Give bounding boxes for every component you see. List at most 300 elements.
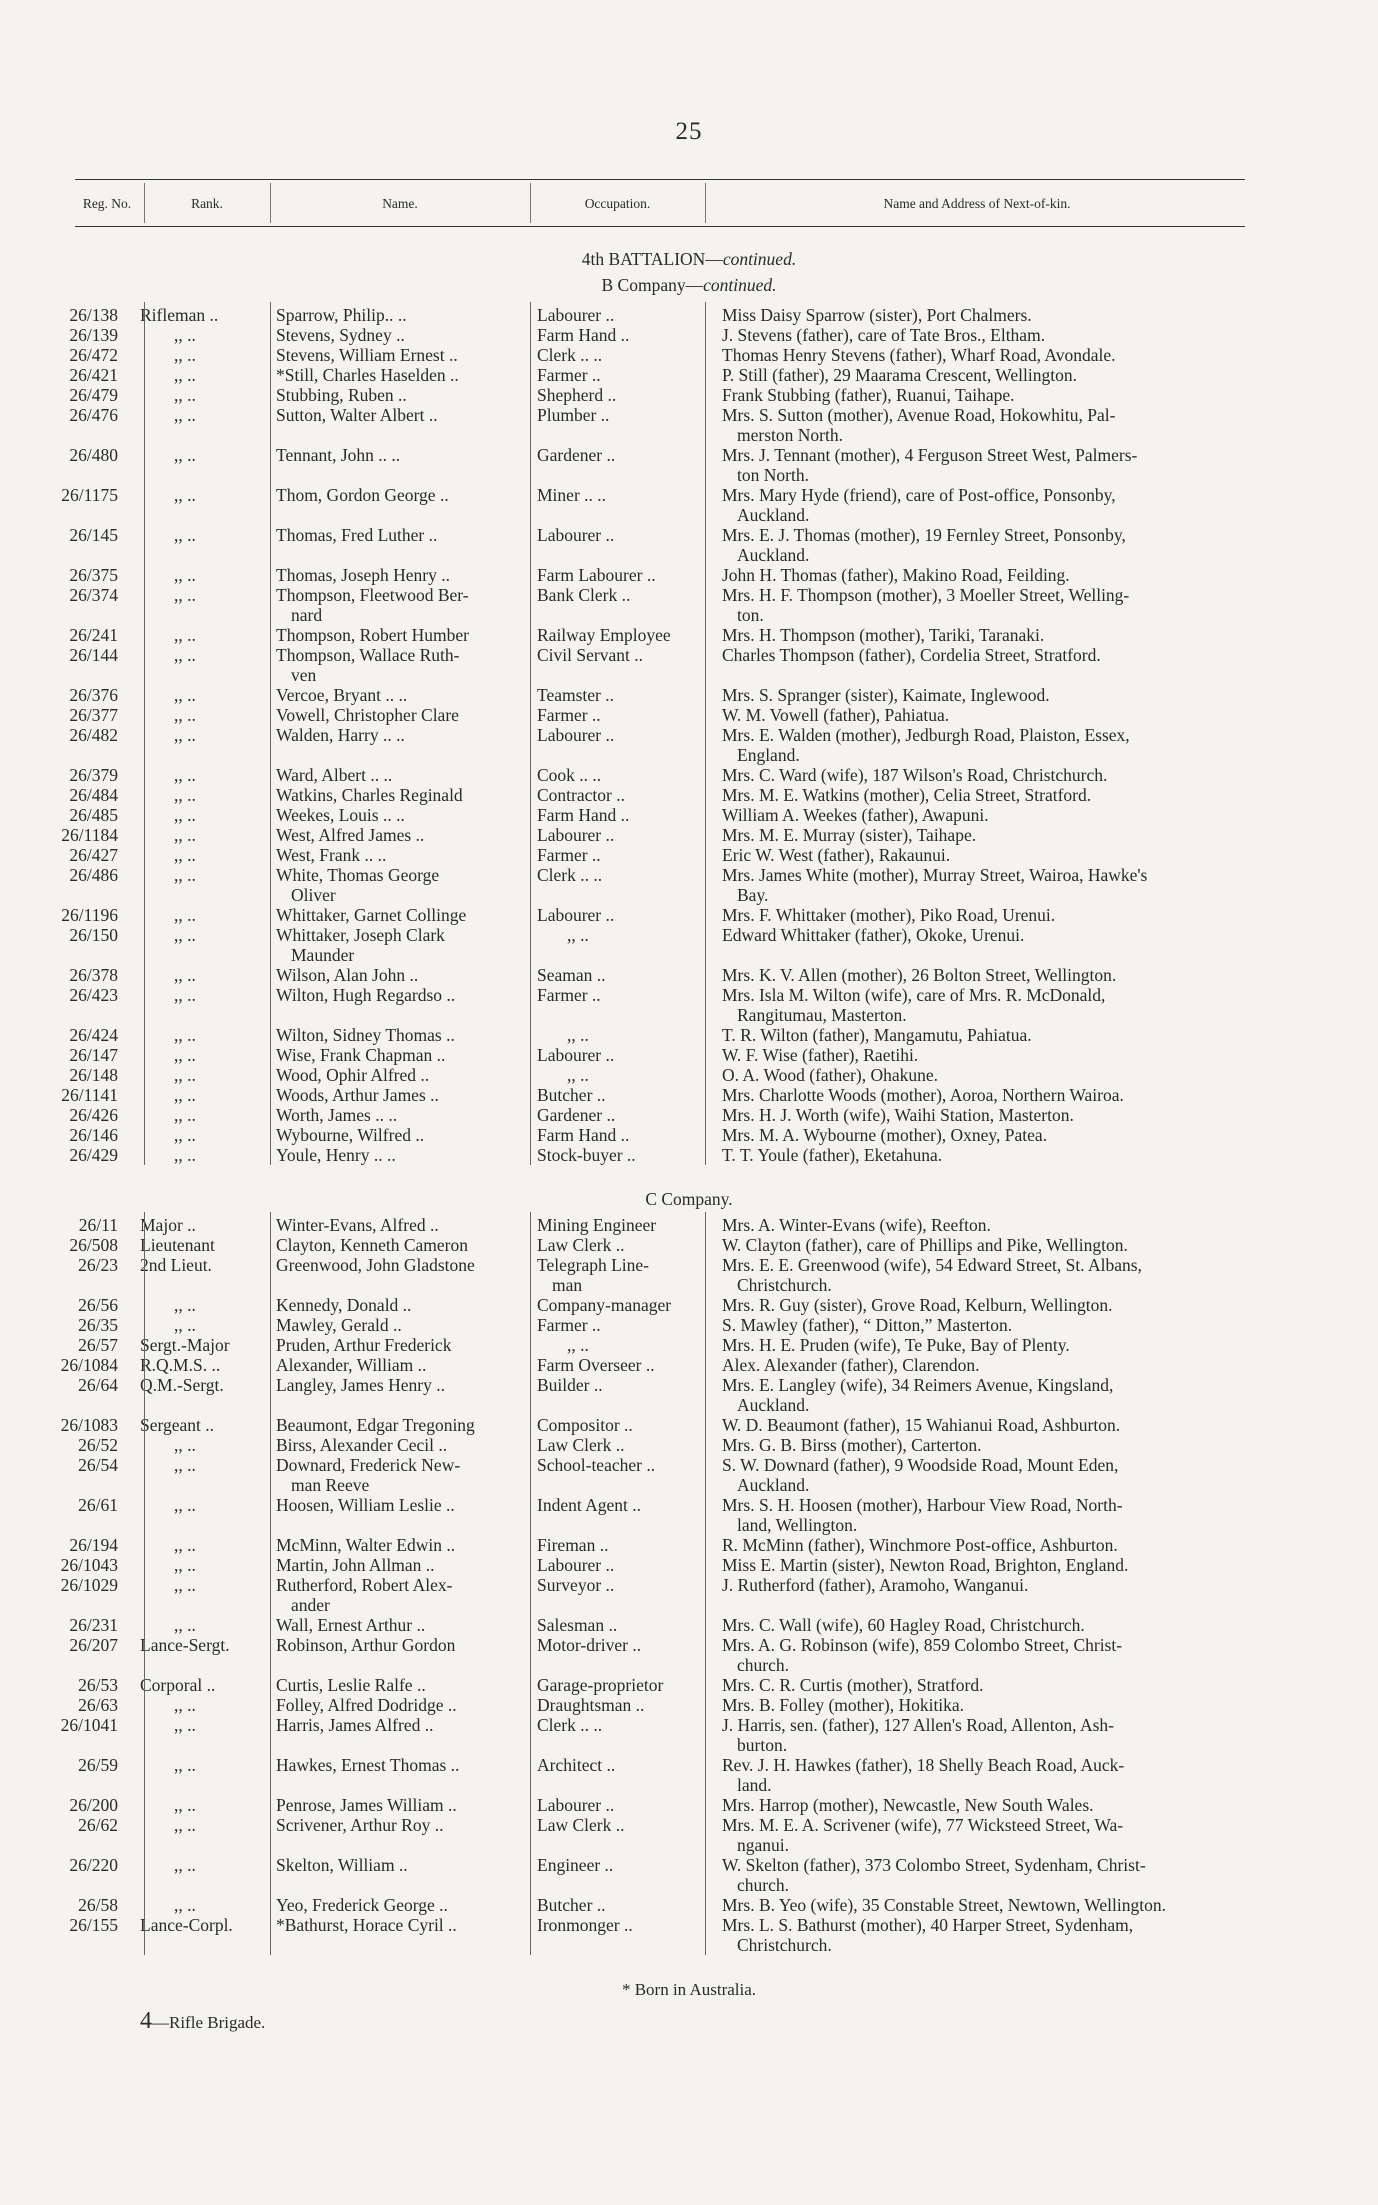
next-of-kin-line: Mrs. H. Thompson (mother), Tariki, Taranaki. xyxy=(722,625,1045,645)
next-of-kin-line: Mrs. M. E. A. Scrivener (wife), 77 Wicksteed Street, Wa- xyxy=(722,1815,1124,1835)
table-row xyxy=(0,685,1378,705)
occupation xyxy=(537,1025,702,1045)
rank: ,, .. xyxy=(174,705,196,725)
b-company-title-cont: continued. xyxy=(703,275,777,295)
occupation xyxy=(537,1855,702,1875)
reg-number: 26/421 xyxy=(69,365,118,385)
next-of-kin-line: Frank Stubbing (father), Ruanui, Taihape. xyxy=(722,385,1015,405)
soldier-name xyxy=(276,1715,521,1735)
table-row xyxy=(0,785,1378,805)
occupation-line: Clerk .. .. xyxy=(537,865,603,885)
occupation xyxy=(537,385,702,405)
next-of-kin-line: Auckland. xyxy=(737,545,810,565)
soldier-name xyxy=(276,1855,521,1875)
rank: ,, .. xyxy=(174,1315,196,1335)
next-of-kin xyxy=(722,1145,1247,1165)
reg-number: 26/138 xyxy=(69,305,118,325)
table-row xyxy=(0,1715,1378,1755)
next-of-kin xyxy=(722,785,1247,805)
next-of-kin-line: Mrs. B. Folley (mother), Hokitika. xyxy=(722,1695,965,1715)
table-row xyxy=(0,1045,1378,1065)
rank: ,, .. xyxy=(174,565,196,585)
occupation-line: Compositor .. xyxy=(537,1415,633,1435)
rank: ,, .. xyxy=(174,525,196,545)
soldier-name-line: Rutherford, Robert Alex- xyxy=(276,1575,453,1595)
occupation-line: Law Clerk .. xyxy=(537,1435,625,1455)
reg-number: 26/1175 xyxy=(61,485,118,505)
next-of-kin-line: Charles Thompson (father), Cordelia Street, Stratford. xyxy=(722,645,1101,665)
occupation-line: Teamster .. xyxy=(537,685,615,705)
next-of-kin-line: Mrs. Harrop (mother), Newcastle, New South Wales. xyxy=(722,1795,1094,1815)
soldier-name-line: Langley, James Henry .. xyxy=(276,1375,445,1395)
occupation xyxy=(537,1315,702,1335)
soldier-name xyxy=(276,1045,521,1065)
occupation-line: Labourer .. xyxy=(537,825,615,845)
reg-number: 26/145 xyxy=(69,525,118,545)
battalion-title-main: 4th BATTALION— xyxy=(581,249,723,269)
c-company-title: C Company. xyxy=(645,1189,733,1209)
next-of-kin-line: R. McMinn (father), Winchmore Post-office, Ashburton. xyxy=(722,1535,1118,1555)
soldier-name xyxy=(276,1255,521,1275)
next-of-kin-line: Mrs. E. J. Thomas (mother), 19 Fernley Street, Ponsonby, xyxy=(722,525,1126,545)
reg-number: 26/150 xyxy=(69,925,118,945)
next-of-kin-line: Eric W. West (father), Rakaunui. xyxy=(722,845,951,865)
occupation-line: Farmer .. xyxy=(537,1315,601,1335)
reg-number: 26/485 xyxy=(69,805,118,825)
next-of-kin xyxy=(722,1255,1247,1295)
occupation-line: ,, .. xyxy=(567,1335,589,1355)
rank: ,, .. xyxy=(174,765,196,785)
next-of-kin-line: England. xyxy=(737,745,800,765)
occupation-line: Indent Agent .. xyxy=(537,1495,642,1515)
soldier-name xyxy=(276,325,521,345)
next-of-kin xyxy=(722,905,1247,925)
occupation xyxy=(537,1495,702,1515)
soldier-name xyxy=(276,825,521,845)
next-of-kin-line: Auckland. xyxy=(737,1395,810,1415)
occupation-line: man xyxy=(552,1275,583,1295)
next-of-kin-line: Christchurch. xyxy=(737,1275,832,1295)
soldier-name-line: Wall, Ernest Arthur .. xyxy=(276,1615,426,1635)
header-occupation: Occupation. xyxy=(584,196,651,211)
reg-number: 26/58 xyxy=(78,1895,118,1915)
rank-divider xyxy=(144,302,145,1165)
occupation-divider xyxy=(530,302,531,1165)
soldier-name xyxy=(276,1675,521,1695)
name-divider xyxy=(270,1212,271,1955)
table-row xyxy=(0,1555,1378,1575)
table-row xyxy=(0,485,1378,525)
soldier-name-line: Thompson, Robert Humber xyxy=(276,625,469,645)
occupation xyxy=(537,985,702,1005)
occupation xyxy=(537,1235,702,1255)
soldier-name xyxy=(276,1105,521,1125)
table-row xyxy=(0,1415,1378,1435)
rank: ,, .. xyxy=(174,1085,196,1105)
header-name: Name. xyxy=(382,196,418,211)
next-of-kin xyxy=(722,1315,1247,1335)
rank: ,, .. xyxy=(174,325,196,345)
reg-number: 26/139 xyxy=(69,325,118,345)
occupation-line: Farmer .. xyxy=(537,845,601,865)
next-of-kin xyxy=(722,1855,1247,1895)
rank: ,, .. xyxy=(174,1715,196,1735)
rank: ,, .. xyxy=(174,805,196,825)
next-of-kin xyxy=(722,1415,1247,1435)
soldier-name-line: Robinson, Arthur Gordon xyxy=(276,1635,456,1655)
soldier-name-line: *Bathurst, Horace Cyril .. xyxy=(276,1915,457,1935)
soldier-name-line: Kennedy, Donald .. xyxy=(276,1295,412,1315)
header-rank: Rank. xyxy=(191,196,223,211)
occupation-line: Salesman .. xyxy=(537,1615,618,1635)
soldier-name-line: Stubbing, Ruben .. xyxy=(276,385,407,405)
occupation-line: Contractor .. xyxy=(537,785,625,805)
occupation xyxy=(537,585,702,605)
soldier-name-line: Stevens, Sydney .. xyxy=(276,325,405,345)
table-row xyxy=(0,405,1378,445)
reg-number: 26/377 xyxy=(69,705,118,725)
reg-number: 26/484 xyxy=(69,785,118,805)
next-of-kin-line: land. xyxy=(737,1775,772,1795)
soldier-name-line: Tennant, John .. .. xyxy=(276,445,401,465)
next-of-kin-line: merston North. xyxy=(737,425,843,445)
occupation-line: Ironmonger .. xyxy=(537,1915,633,1935)
soldier-name-line: Wilton, Sidney Thomas .. xyxy=(276,1025,455,1045)
next-of-kin-line: Auckland. xyxy=(737,505,810,525)
next-of-kin-line: W. Skelton (father), 373 Colombo Street, Sydenham, Christ- xyxy=(722,1855,1146,1875)
soldier-name-line: *Still, Charles Haselden .. xyxy=(276,365,459,385)
next-of-kin xyxy=(722,1435,1247,1455)
next-of-kin xyxy=(722,1355,1247,1375)
occupation xyxy=(537,1355,702,1375)
reg-number: 26/378 xyxy=(69,965,118,985)
soldier-name-line: Winter-Evans, Alfred .. xyxy=(276,1215,439,1235)
soldier-name-line: Ward, Albert .. .. xyxy=(276,765,393,785)
next-of-kin-line: Miss Daisy Sparrow (sister), Port Chalmers. xyxy=(722,305,1032,325)
header-reg: Reg. No. xyxy=(82,196,132,211)
occupation xyxy=(537,305,702,325)
table-row xyxy=(0,985,1378,1025)
occupation-line: Architect .. xyxy=(537,1755,616,1775)
rank: ,, .. xyxy=(174,405,196,425)
reg-number: 26/1196 xyxy=(61,905,118,925)
occupation-line: ,, .. xyxy=(567,1065,589,1085)
next-of-kin-line: T. R. Wilton (father), Mangamutu, Pahiatua. xyxy=(722,1025,1032,1045)
soldier-name xyxy=(276,1235,521,1255)
table-row xyxy=(0,1375,1378,1415)
table-row xyxy=(0,1495,1378,1535)
occupation-line: Clerk .. .. xyxy=(537,345,603,365)
next-of-kin xyxy=(722,1755,1247,1795)
rank: ,, .. xyxy=(174,865,196,885)
occupation xyxy=(537,1415,702,1435)
next-of-kin xyxy=(722,985,1247,1025)
rank: ,, .. xyxy=(174,1815,196,1835)
next-of-kin xyxy=(722,1915,1247,1955)
next-of-kin xyxy=(722,805,1247,825)
next-of-kin-line: Mrs. H. J. Worth (wife), Waihi Station, Masterton. xyxy=(722,1105,1074,1125)
table-row xyxy=(0,645,1378,685)
rank: ,, .. xyxy=(174,985,196,1005)
rank: ,, .. xyxy=(174,1615,196,1635)
next-of-kin xyxy=(722,645,1247,665)
soldier-name-line: ven xyxy=(291,665,317,685)
occupation-line: Draughtsman .. xyxy=(537,1695,645,1715)
rank: ,, .. xyxy=(174,725,196,745)
reg-number: 26/429 xyxy=(69,1145,118,1165)
next-of-kin-line: Mrs. Mary Hyde (friend), care of Post-office, Ponsonby, xyxy=(722,485,1116,505)
next-of-kin xyxy=(722,1455,1247,1495)
rank: ,, .. xyxy=(174,1495,196,1515)
rank: Q.M.-Sergt. xyxy=(140,1375,224,1395)
soldier-name xyxy=(276,1815,521,1835)
next-of-kin-line: Mrs. S. Sutton (mother), Avenue Road, Hokowhitu, Pal- xyxy=(722,405,1116,425)
occupation-line: Company-manager xyxy=(537,1295,672,1315)
next-of-kin-line: land, Wellington. xyxy=(737,1515,858,1535)
soldier-name xyxy=(276,1495,521,1515)
soldier-name-line: Whittaker, Joseph Clark xyxy=(276,925,445,945)
next-of-kin-line: W. F. Wise (father), Raetihi. xyxy=(722,1045,919,1065)
next-of-kin-line: John H. Thomas (father), Makino Road, Feilding. xyxy=(722,565,1070,585)
rank: Sergeant .. xyxy=(140,1415,215,1435)
rank: 2nd Lieut. xyxy=(140,1255,212,1275)
occupation xyxy=(537,1915,702,1935)
next-of-kin-line: Miss E. Martin (sister), Newton Road, Brighton, England. xyxy=(722,1555,1129,1575)
header-rule-top xyxy=(75,179,1245,180)
rank-divider xyxy=(144,1212,145,1955)
next-of-kin xyxy=(722,1815,1247,1855)
table-row xyxy=(0,1085,1378,1105)
occupation-line: ,, .. xyxy=(567,1025,589,1045)
table-row xyxy=(0,1435,1378,1455)
next-of-kin xyxy=(722,1715,1247,1755)
next-of-kin xyxy=(722,1045,1247,1065)
next-of-kin xyxy=(722,345,1247,365)
next-of-kin-line: Mrs. James White (mother), Murray Street, Wairoa, Hawke's xyxy=(722,865,1148,885)
header-divider xyxy=(530,183,531,223)
next-of-kin-line: J. Rutherford (father), Aramoho, Wanganui. xyxy=(722,1575,1029,1595)
table-row xyxy=(0,1615,1378,1635)
table-row xyxy=(0,1235,1378,1255)
table-row xyxy=(0,925,1378,965)
next-of-kin xyxy=(722,585,1247,625)
soldier-name-line: nard xyxy=(291,605,323,625)
soldier-name-line: Wilson, Alan John .. xyxy=(276,965,419,985)
reg-number: 26/482 xyxy=(69,725,118,745)
next-of-kin-line: William A. Weekes (father), Awapuni. xyxy=(722,805,989,825)
reg-number: 26/200 xyxy=(69,1795,118,1815)
soldier-name xyxy=(276,1375,521,1395)
next-of-kin xyxy=(722,625,1247,645)
reg-number: 26/1041 xyxy=(60,1715,118,1735)
next-of-kin-line: Mrs. M. E. Watkins (mother), Celia Street, Stratford. xyxy=(722,785,1092,805)
next-of-kin-line: T. T. Youle (father), Eketahuna. xyxy=(722,1145,943,1165)
soldier-name xyxy=(276,1295,521,1315)
rank: ,, .. xyxy=(174,685,196,705)
next-of-kin xyxy=(722,1795,1247,1815)
occupation-line: Butcher .. xyxy=(537,1085,606,1105)
rank: R.Q.M.S. .. xyxy=(140,1355,221,1375)
occupation-line: Farmer .. xyxy=(537,705,601,725)
occupation-line: Farm Labourer .. xyxy=(537,565,656,585)
reg-number: 26/147 xyxy=(69,1045,118,1065)
occupation xyxy=(537,725,702,745)
soldier-name-line: Martin, John Allman .. xyxy=(276,1555,435,1575)
occupation xyxy=(537,1375,702,1395)
soldier-name xyxy=(276,1355,521,1375)
table-row xyxy=(0,825,1378,845)
occupation xyxy=(537,1715,702,1735)
rank: ,, .. xyxy=(174,585,196,605)
soldier-name-line: Stevens, William Ernest .. xyxy=(276,345,458,365)
next-of-kin xyxy=(722,385,1247,405)
next-of-kin-line: W. Clayton (father), care of Phillips and Pike, Wellington. xyxy=(722,1235,1128,1255)
soldier-name-line: Thom, Gordon George .. xyxy=(276,485,449,505)
occupation xyxy=(537,1575,702,1595)
occupation-line: Labourer .. xyxy=(537,525,615,545)
rank: ,, .. xyxy=(174,1045,196,1065)
reg-number: 26/427 xyxy=(69,845,118,865)
soldier-name-line: Alexander, William .. xyxy=(276,1355,427,1375)
occupation xyxy=(537,1295,702,1315)
occupation-line: Bank Clerk .. xyxy=(537,585,631,605)
header-divider xyxy=(705,183,706,223)
next-of-kin xyxy=(722,525,1247,565)
footnote: * Born in Australia. xyxy=(621,1980,757,1999)
soldier-name xyxy=(276,1695,521,1715)
next-of-kin xyxy=(722,1125,1247,1145)
soldier-name xyxy=(276,1315,521,1335)
occupation xyxy=(537,345,702,365)
soldier-name xyxy=(276,345,521,365)
soldier-name-line: Birss, Alexander Cecil .. xyxy=(276,1435,448,1455)
occupation-line: Labourer .. xyxy=(537,1795,615,1815)
table-row xyxy=(0,1455,1378,1495)
next-of-kin xyxy=(722,685,1247,705)
reg-number: 26/194 xyxy=(69,1535,118,1555)
table-row xyxy=(0,365,1378,385)
occupation-line: Plumber .. xyxy=(537,405,610,425)
occupation xyxy=(537,485,702,505)
soldier-name xyxy=(276,385,521,405)
soldier-name xyxy=(276,1145,521,1165)
soldier-name-line: Whittaker, Garnet Collinge xyxy=(276,905,467,925)
table-row xyxy=(0,1295,1378,1315)
soldier-name-line: Wise, Frank Chapman .. xyxy=(276,1045,446,1065)
table-row xyxy=(0,1065,1378,1085)
soldier-name-line: West, Frank .. .. xyxy=(276,845,387,865)
next-of-kin xyxy=(722,965,1247,985)
next-of-kin-line: Edward Whittaker (father), Okoke, Urenui. xyxy=(722,925,1025,945)
kin-divider xyxy=(705,1212,706,1955)
reg-number: 26/56 xyxy=(78,1295,118,1315)
rank: ,, .. xyxy=(174,1065,196,1085)
reg-number: 26/241 xyxy=(69,625,118,645)
occupation xyxy=(537,685,702,705)
header-rule-bottom xyxy=(75,226,1245,227)
rank: ,, .. xyxy=(174,1695,196,1715)
occupation-line: Labourer .. xyxy=(537,305,615,325)
reg-number: 26/52 xyxy=(78,1435,118,1455)
reg-number: 26/1029 xyxy=(60,1575,118,1595)
table-row xyxy=(0,865,1378,905)
reg-number: 26/426 xyxy=(69,1105,118,1125)
table-row xyxy=(0,1895,1378,1915)
soldier-name-line: Mawley, Gerald .. xyxy=(276,1315,402,1335)
occupation xyxy=(537,1535,702,1555)
occupation xyxy=(537,1895,702,1915)
occupation xyxy=(537,825,702,845)
table-row xyxy=(0,1635,1378,1675)
table-row xyxy=(0,345,1378,365)
occupation xyxy=(537,845,702,865)
soldier-name xyxy=(276,625,521,645)
occupation xyxy=(537,1615,702,1635)
rank: Lance-Corpl. xyxy=(140,1915,233,1935)
table-row xyxy=(0,1145,1378,1165)
rank: Sergt.-Major xyxy=(140,1335,230,1355)
table-row xyxy=(0,1105,1378,1125)
occupation-line: Farmer .. xyxy=(537,365,601,385)
soldier-name-line: Clayton, Kenneth Cameron xyxy=(276,1235,468,1255)
table-row xyxy=(0,705,1378,725)
occupation-line: Motor-driver .. xyxy=(537,1635,642,1655)
soldier-name xyxy=(276,525,521,545)
next-of-kin-line: Mrs. H. E. Pruden (wife), Te Puke, Bay of Plenty. xyxy=(722,1335,1070,1355)
reg-number: 26/63 xyxy=(78,1695,118,1715)
soldier-name-line: ander xyxy=(291,1595,330,1615)
reg-number: 26/57 xyxy=(78,1335,118,1355)
soldier-name-line: Wilton, Hugh Regardso .. xyxy=(276,985,456,1005)
next-of-kin-line: Mrs. R. Guy (sister), Grove Road, Kelburn, Wellington. xyxy=(722,1295,1113,1315)
occupation-line: Railway Employee xyxy=(537,625,671,645)
rank: ,, .. xyxy=(174,1895,196,1915)
rank: ,, .. xyxy=(174,625,196,645)
rank: ,, .. xyxy=(174,485,196,505)
table-row xyxy=(0,1675,1378,1695)
soldier-name-line: Thomas, Fred Luther .. xyxy=(276,525,438,545)
next-of-kin-line: Mrs. Charlotte Woods (mother), Aoroa, Northern Wairoa. xyxy=(722,1085,1124,1105)
next-of-kin xyxy=(722,925,1247,945)
next-of-kin xyxy=(722,765,1247,785)
next-of-kin-line: Mrs. C. Ward (wife), 187 Wilson's Road, Christchurch. xyxy=(722,765,1108,785)
next-of-kin-line: S. W. Downard (father), 9 Woodside Road, Mount Eden, xyxy=(722,1455,1119,1475)
reg-number: 26/486 xyxy=(69,865,118,885)
occupation-line: Butcher .. xyxy=(537,1895,606,1915)
next-of-kin-line: Alex. Alexander (father), Clarendon. xyxy=(722,1355,980,1375)
occupation-line: Farm Hand .. xyxy=(537,1125,630,1145)
table-row xyxy=(0,905,1378,925)
soldier-name xyxy=(276,705,521,725)
soldier-name xyxy=(276,1125,521,1145)
rank: Lieutenant xyxy=(140,1235,215,1255)
next-of-kin-line: Mrs. S. Spranger (sister), Kaimate, Inglewood. xyxy=(722,685,1050,705)
soldier-name-line: Woods, Arthur James .. xyxy=(276,1085,439,1105)
next-of-kin xyxy=(722,1105,1247,1125)
table-row xyxy=(0,565,1378,585)
occupation-line: Farm Overseer .. xyxy=(537,1355,655,1375)
occupation xyxy=(537,645,702,665)
soldier-name xyxy=(276,405,521,425)
b-company-title-main: B Company— xyxy=(601,275,704,295)
occupation-line: Mining Engineer xyxy=(537,1215,657,1235)
rank: ,, .. xyxy=(174,645,196,665)
occupation xyxy=(537,865,702,885)
rank: ,, .. xyxy=(174,1795,196,1815)
next-of-kin xyxy=(722,1235,1247,1255)
soldier-name xyxy=(276,1215,521,1235)
occupation xyxy=(537,1065,702,1085)
